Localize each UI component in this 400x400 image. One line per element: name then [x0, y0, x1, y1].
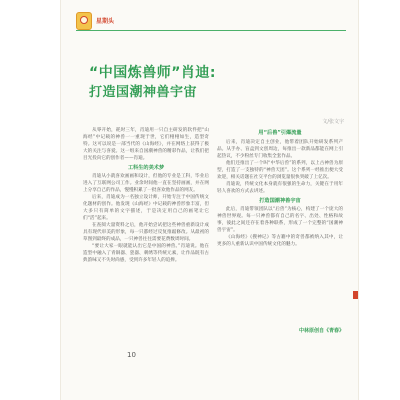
section-heading-3: 打造国潮神兽宇宙	[259, 197, 301, 204]
body-paragraph: 肖迪从小就喜欢画画和设计，但他的专业是工科，毕业后进入了互联网公司工作。业余时间他一直在坚持画画，并在网上分享自己的作品，慢慢积累了一批喜欢他作品的网友。	[83, 174, 209, 194]
intro-paragraph: 从零开始，耗时三年，肖迪用一只自主研发的软件把“山海经”中记载的神兽一一重现于世，它们栩栩如生，造型奇特。这可以说是一部当代的《山海经》，并在网络上获得了极大的关注与喜爱。这一组来自国潮神兽的精彩作品，让我们把目光投向它的创作者——肖迪。	[83, 128, 209, 161]
article-title-line2: 打造国潮神兽宇宙	[89, 85, 198, 100]
body-paragraph: 在查阅大量资料之后，他开始尝试把这些神兽重新设计成具有现代审美的形象，每一只都经过反复推敲修改。从最初的草图到最终的成品，一只神兽往往需要花费数周时间。	[83, 223, 209, 242]
body-paragraph: 肖迪说，传统文化本身就有很强的生命力，关键在于用年轻人喜欢的方式去讲述。	[217, 181, 343, 194]
section-heading-1: 工科生的美术梦	[127, 164, 165, 171]
article-byline: 文/张文宇	[322, 119, 344, 125]
column-badge-icon	[76, 12, 92, 30]
page-number: 10	[127, 351, 136, 359]
body-paragraph: 后来，肖迪决定自主创业，他带着团队开始研发系列产品。从手办、盲盒到文创周边，每推出一款新品都能在网上引起热议，不少粉丝专门收集全套作品。	[217, 139, 343, 159]
body-paragraph: 后来，肖迪成为一名独立设计师，开始专注于中国传统文化题材的创作。他发现《山海经》中记载的神兽形象丰富，但大多只有简单的文字描述，于是决定用自己的画笔让它们“活”起来。	[83, 195, 209, 222]
magazine-page	[60, 0, 359, 400]
cartoon-face-icon	[80, 16, 88, 24]
left-column	[83, 128, 209, 265]
right-column	[217, 128, 343, 249]
body-paragraph: 《山海经》《搜神记》等古籍中的奇兽都被纳入其中，让更多的人重新认识中国传统文化的魅力。	[217, 235, 343, 248]
edge-marker	[353, 291, 358, 299]
body-paragraph: 他们还推出了一个叫“中华后兽”的系列，以上古神兽为原型，打造了一支独特的“神兽天团”。这个系列一经推出便大受欢迎，相关话题在社交平台的浏览量很快突破了上亿次。	[217, 160, 343, 180]
body-paragraph: “要让大家一眼就能认出它是中国的神兽。”肖迪说。他在造型中融入了青铜器、瓷器、刺绣等传统元素，让作品既有古典韵味又不失时尚感，受到许多年轻人的追捧。	[83, 244, 209, 263]
column-tag: 星期头	[96, 18, 115, 25]
body-paragraph: 此后，肖迪带领团队以“后兽”为核心，构建了一个庞大的神兽世界观。每一只神兽都有自己的名字、出处、性格和故事，彼此之间还存在着各种联系，形成了一个完整的“国潮神兽宇宙”。	[217, 207, 343, 234]
source-attribution: 中林原创自《青春》	[298, 328, 344, 334]
section-heading-2: 用“后兽”引爆流量	[258, 130, 302, 136]
article-title-line1: “中国炼兽师”肖迪:	[89, 65, 217, 81]
header-divider	[76, 30, 346, 31]
